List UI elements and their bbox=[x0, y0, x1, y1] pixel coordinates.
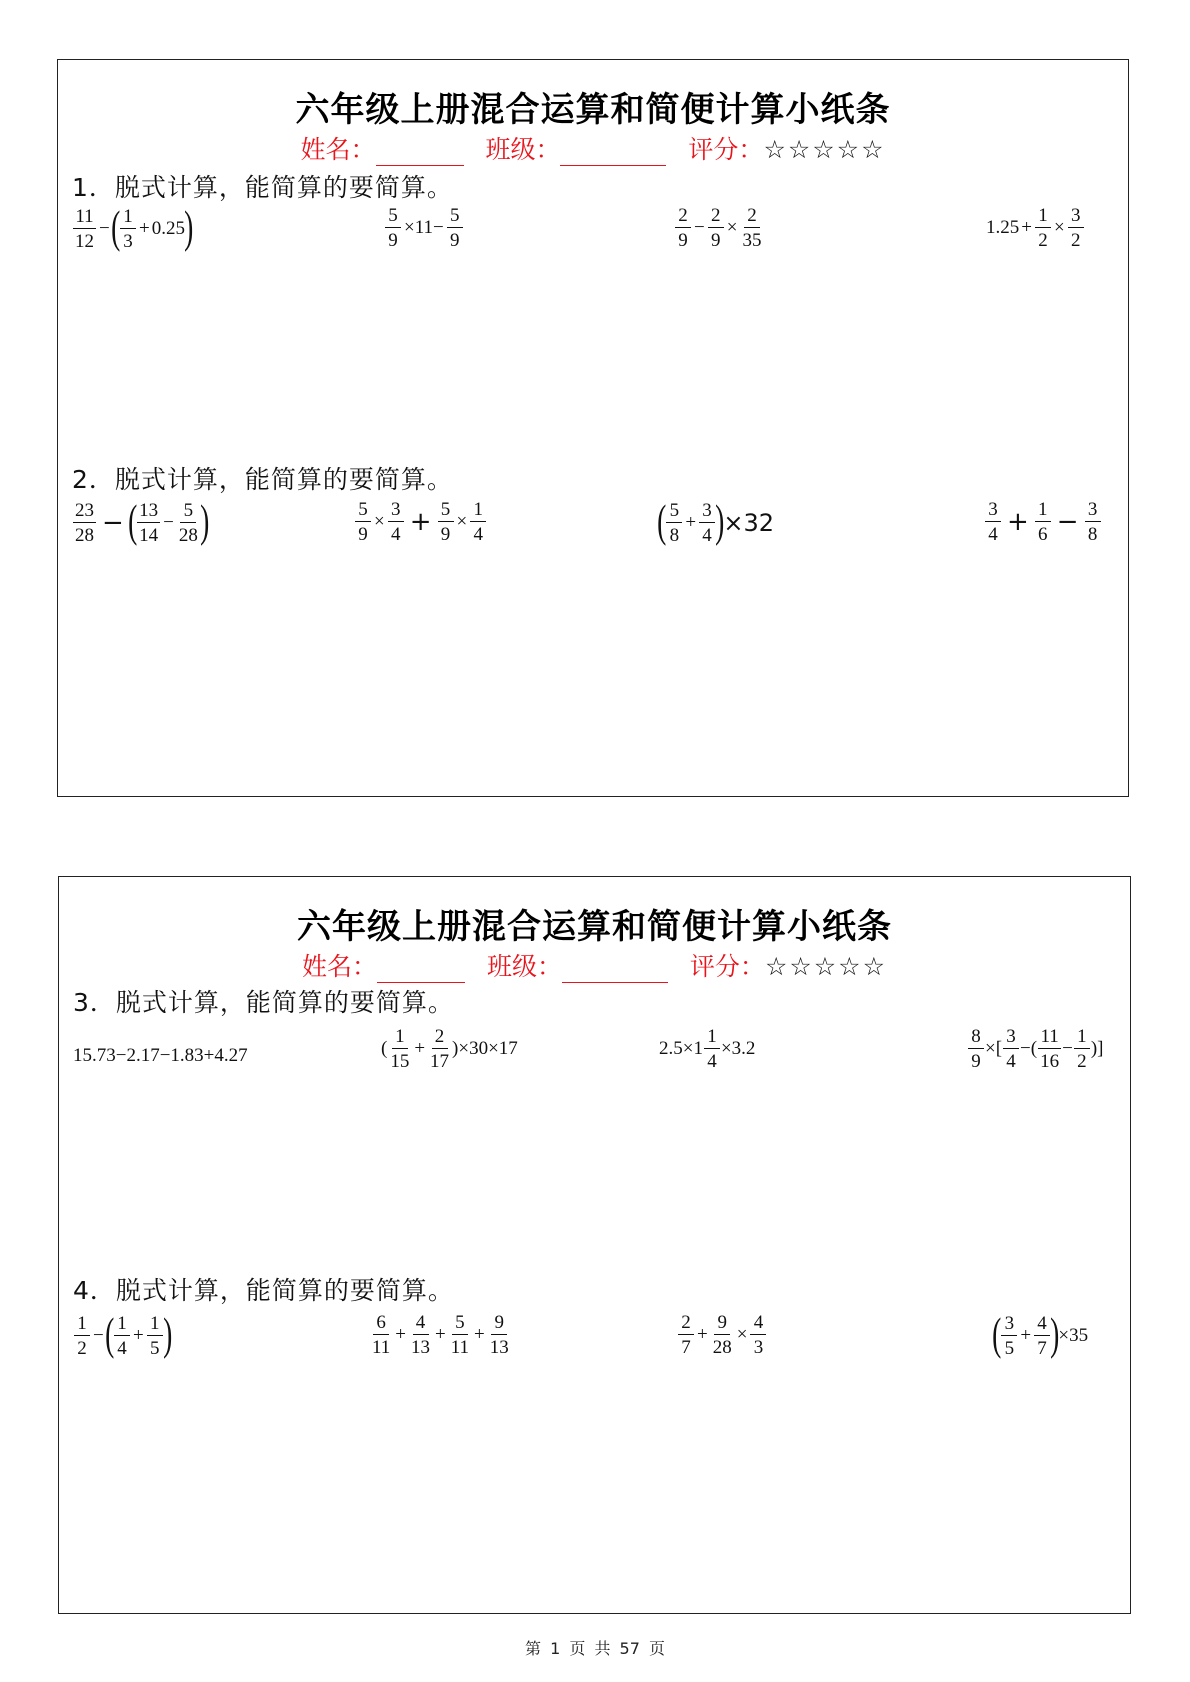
score-label: 评分： bbox=[688, 135, 764, 164]
worksheet-title: 六年级上册混合运算和简便计算小纸条 bbox=[297, 907, 892, 947]
fraction: $\frac{5}{9}$ bbox=[355, 500, 371, 544]
fraction: $\frac{3}{8}$ bbox=[1085, 500, 1101, 544]
q3-expression-1: 15.73−2.17−1.83+4.27 bbox=[73, 1045, 248, 1066]
fraction: $\frac{6}{11}$ bbox=[372, 1312, 391, 1358]
fraction: $\frac{9}{13}$ bbox=[489, 1312, 509, 1358]
q2-expression-1: $\frac{23}{28}$ − ( $\frac{13}{14}$ − $\frac{5}{28}$ ) bbox=[75, 495, 210, 546]
fraction: $\frac{3}{4}$ bbox=[1003, 1027, 1019, 1071]
q4-expression-1: $\frac{1}{2}$ − ( $\frac{1}{4}$ + $\frac{1}{5}$ ) bbox=[73, 1313, 171, 1359]
fraction: $\frac{11}{16}$ bbox=[1040, 1026, 1060, 1072]
page-footer: 第 1 页 共 57 页 bbox=[525, 1639, 665, 1658]
fraction: $\frac{3}{4}$ bbox=[699, 501, 715, 545]
q2-expression-4: $\frac{3}{4}$ + $\frac{1}{6}$ − $\frac{3}{8}$ bbox=[984, 500, 1102, 544]
q4-expression-2: $\frac{6}{11}$ + $\frac{4}{13}$ + $\frac{5}{11}$ + $\frac{9}{13}$ bbox=[372, 1312, 509, 1358]
question-2-heading: 2．脱式计算，能简算的要简算。 bbox=[72, 465, 453, 494]
student-info-row bbox=[59, 947, 1130, 983]
fraction: $\frac{5}{9}$ bbox=[385, 206, 401, 250]
q3-expression-3: 2.5×1 $\frac{1}{4}$ ×3.2 bbox=[659, 1026, 756, 1072]
fraction: $\frac{2}{9}$ bbox=[675, 206, 691, 250]
worksheet-title: 六年级上册混合运算和简便计算小纸条 bbox=[295, 90, 891, 130]
q1-expression-4: 1.25 + $\frac{1}{2}$ × $\frac{3}{2}$ bbox=[986, 206, 1085, 250]
fraction: $\frac{5}{11}$ bbox=[450, 1312, 470, 1358]
name-field[interactable] bbox=[376, 139, 464, 166]
class-label: 班级： bbox=[486, 952, 562, 981]
fraction: $\frac{9}{28}$ bbox=[712, 1312, 732, 1358]
student-info-row bbox=[58, 130, 1128, 166]
q2-expression-3: ( $\frac{5}{8}$ + $\frac{3}{4}$ ) ×32 bbox=[657, 495, 775, 546]
fraction: $\frac{3}{5}$ bbox=[1001, 1314, 1017, 1358]
q4-expression-3: $\frac{2}{7}$ + $\frac{9}{28}$ × $\frac{4}{3}$ bbox=[677, 1313, 767, 1357]
fraction: $\frac{11}{12}$ bbox=[75, 206, 94, 252]
fraction: $\frac{23}{28}$ bbox=[75, 500, 94, 546]
class-label: 班级： bbox=[485, 135, 561, 164]
fraction: $\frac{4}{13}$ bbox=[411, 1312, 431, 1358]
score-label: 评分： bbox=[689, 952, 765, 981]
fraction: $\frac{1}{2}$ bbox=[1074, 1027, 1090, 1071]
fraction: $\frac{1}{2}$ bbox=[74, 1314, 90, 1358]
fraction: $\frac{3}{2}$ bbox=[1068, 206, 1084, 250]
score-stars[interactable]: ☆☆☆☆☆ bbox=[764, 952, 887, 981]
q3-expression-2: ( $\frac{1}{15}$ + $\frac{2}{17}$ ) ×30×17 bbox=[381, 1026, 518, 1072]
fraction: $\frac{1}{4}$ bbox=[704, 1027, 720, 1071]
fraction: $\frac{2}{17}$ bbox=[430, 1026, 450, 1072]
fraction: $\frac{5}{8}$ bbox=[666, 501, 682, 545]
fraction: $\frac{3}{4}$ bbox=[985, 500, 1001, 544]
fraction: $\frac{13}{14}$ bbox=[139, 500, 159, 546]
score-stars[interactable]: ☆☆☆☆☆ bbox=[763, 135, 886, 164]
class-field[interactable] bbox=[562, 956, 668, 983]
q4-expression-4: ( $\frac{3}{5}$ + $\frac{4}{7}$ ) ×35 bbox=[992, 1308, 1089, 1359]
q2-expression-2: $\frac{5}{9}$ × $\frac{3}{4}$ + $\frac{5}{9}$ × $\frac{1}{4}$ bbox=[354, 500, 487, 544]
fraction: $\frac{2}{7}$ bbox=[678, 1313, 694, 1357]
fraction: $\frac{2}{9}$ bbox=[708, 206, 724, 250]
fraction: $\frac{5}{9}$ bbox=[447, 206, 463, 250]
fraction: $\frac{5}{9}$ bbox=[438, 500, 454, 544]
fraction: $\frac{4}{7}$ bbox=[1034, 1314, 1050, 1358]
name-label: 姓名： bbox=[301, 952, 377, 981]
name-label: 姓名： bbox=[300, 135, 376, 164]
fraction: $\frac{1}{3}$ bbox=[120, 207, 136, 251]
name-field[interactable] bbox=[377, 956, 465, 983]
worksheet-card-2 bbox=[58, 876, 1131, 1614]
fraction: $\frac{2}{35}$ bbox=[742, 205, 762, 251]
fraction: $\frac{5}{28}$ bbox=[178, 500, 198, 546]
question-3-heading: 3．脱式计算，能简算的要简算。 bbox=[73, 988, 454, 1017]
class-field[interactable] bbox=[560, 139, 666, 166]
fraction: $\frac{3}{4}$ bbox=[388, 500, 404, 544]
fraction: $\frac{1}{15}$ bbox=[390, 1026, 410, 1072]
fraction: $\frac{4}{3}$ bbox=[750, 1313, 766, 1357]
q1-expression-1: $\frac{11}{12}$ − ( $\frac{1}{3}$ + 0.25 ) bbox=[75, 201, 194, 252]
q3-expression-4: $\frac{8}{9}$ ×[ $\frac{3}{4}$ −( $\frac{11}{16}$ − $\frac{1}{2}$ )] bbox=[967, 1027, 1103, 1071]
fraction: $\frac{1}{6}$ bbox=[1035, 500, 1051, 544]
q1-expression-3: $\frac{2}{9}$ − $\frac{2}{9}$ × $\frac{2}{35}$ bbox=[674, 206, 764, 250]
question-4-heading: 4．脱式计算，能简算的要简算。 bbox=[73, 1276, 454, 1305]
q1-expression-2: $\frac{5}{9}$ ×11− $\frac{5}{9}$ bbox=[384, 206, 464, 250]
fraction: $\frac{1}{5}$ bbox=[147, 1314, 163, 1358]
fraction: $\frac{1}{4}$ bbox=[114, 1314, 130, 1358]
fraction: $\frac{1}{2}$ bbox=[1035, 206, 1051, 250]
fraction: $\frac{1}{4}$ bbox=[470, 500, 486, 544]
question-1-heading: 1．脱式计算，能简算的要简算。 bbox=[72, 173, 453, 202]
fraction: $\frac{8}{9}$ bbox=[968, 1027, 984, 1071]
worksheet-card-1 bbox=[57, 59, 1129, 797]
